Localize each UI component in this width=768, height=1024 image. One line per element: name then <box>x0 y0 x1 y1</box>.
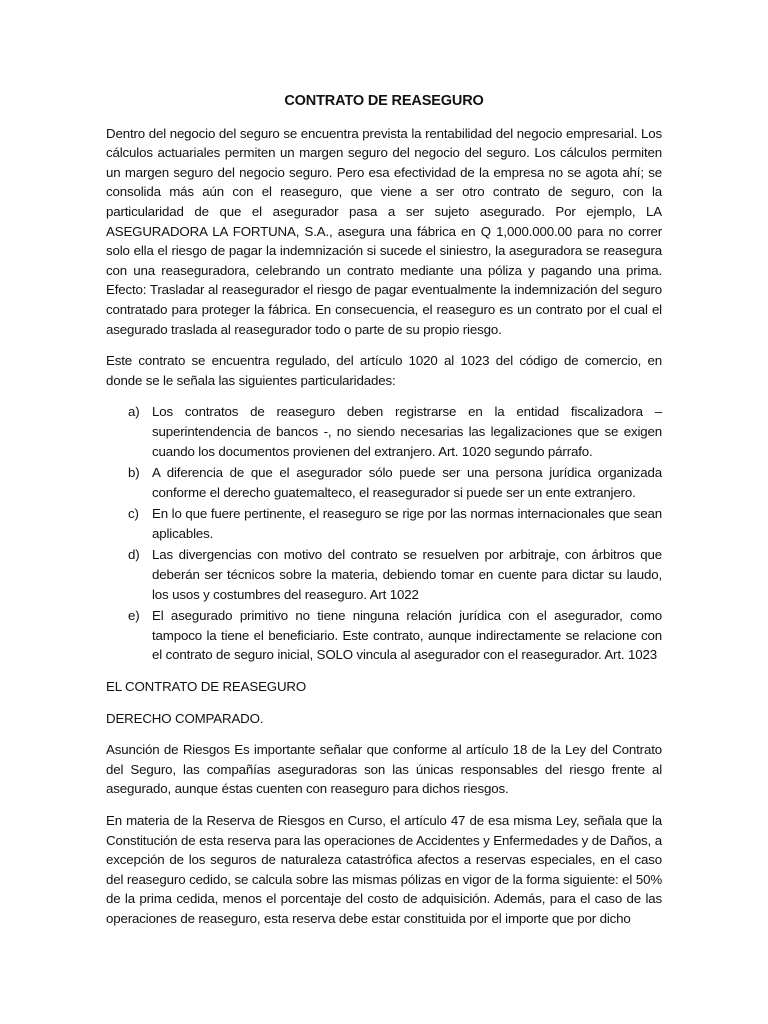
paragraph-regulation: Este contrato se encuentra regulado, del artículo 1020 al 1023 del código de comercio, en donde se le señala las siguientes particularidades: <box>106 353 662 388</box>
document-title: CONTRATO DE REASEGURO <box>284 93 484 109</box>
document-page <box>106 92 662 941</box>
list-marker: d) <box>128 547 140 563</box>
paragraph-risk-reserve: En materia de la Reserva de Riesgos en Curso, el artículo 47 de esa misma Ley, señala que la Constitución de esta reserva para las operaciones de Accidentes y Enfermedades y de Daños, a excepción de los seguros de naturaleza catastrófica afectos a reservas especiales, en el caso del reaseguro cedido, se calcula sobre las mismas pólizas en vigor de la forma siguiente: el 50% de la prima cedida, menos el porcentaje del costo de adquisición. Además, para el caso de las operaciones de reaseguro, esta reserva debe estar constituida por el importe que por dicho <box>106 813 662 926</box>
list-marker: a) <box>128 404 140 420</box>
list-item <box>106 606 662 665</box>
list-marker: b) <box>128 465 140 481</box>
list-item-text: A diferencia de que el asegurador sólo puede ser una persona jurídica organizada conforme el derecho guatemalteco, el reasegurador si puede ser un ente extranjero. <box>152 465 662 500</box>
list-item-text: Los contratos de reaseguro deben registrarse en la entidad fiscalizadora – superintendencia de bancos -, no siendo necesarias las legalizaciones que se exigen cuando los documentos provienen del extranjero. Art. 1020 segundo párrafo. <box>152 404 662 459</box>
list-item-text: En lo que fuere pertinente, el reaseguro se rige por las normas internacionales que sean aplicables. <box>152 506 662 541</box>
paragraph-intro: Dentro del negocio del seguro se encuentra prevista la rentabilidad del negocio empresarial. Los cálculos actuariales permiten un margen seguro del negocio del seguro. Los cálculos permiten un margen seguro del negocio seguro. Pero esa efectividad de la empresa no se agota ahí; se consolida más aún con el reaseguro, que viene a ser otro contrato de seguro, con la particularidad de que el asegurador pasa a ser sujeto asegurado. Por ejemplo, LA ASEGURADORA LA FORTUNA, S.A., asegura una fábrica en Q 1,000.000.00 para no correr solo ella el riesgo de pagar la indemnización si sucede el siniestro, la aseguradora se reasegura con una reaseguradora, celebrando un contrato mediante una póliza y pagando una prima. Efecto: Trasladar al reasegurador el riesgo de pagar eventualmente la indemnización del seguro contratado para proteger la fábrica. En consecuencia, el reaseguro es un contrato por el cual el asegurado traslada al reasegurador todo o parte de su propio riesgo. <box>106 125 662 337</box>
list-item-text: El asegurado primitivo no tiene ninguna relación jurídica con el asegurador, como tampoco la tiene el beneficiario. Este contrato, aunque indirectamente se relacione con el contrato de seguro inicial, SOLO vincula al asegurador con el reasegurador. Art. 1023 <box>152 608 662 663</box>
list-item <box>106 402 662 461</box>
section-heading-contract: EL CONTRATO DE REASEGURO <box>106 679 307 695</box>
section-heading-comparative-law: DERECHO COMPARADO. <box>106 710 264 726</box>
particularities-list <box>106 402 662 665</box>
list-item-text: Las divergencias con motivo del contrato se resuelven por arbitraje, con árbitros que deberán ser técnicos sobre la materia, debiendo tomar en cuente para dictar su laudo, los usos y costumbres del reaseguro. Art 1022 <box>152 547 662 602</box>
list-marker: c) <box>128 506 139 522</box>
paragraph-risk-assumption: Asunción de Riesgos Es importante señalar que conforme al artículo 18 de la Ley del Contrato del Seguro, las compañías aseguradoras son las únicas responsables del riesgo frente al asegurado, aunque éstas cuenten con reaseguro para dichos riesgos. <box>106 742 662 797</box>
list-marker: e) <box>128 608 140 624</box>
list-item <box>106 504 662 543</box>
list-item <box>106 463 662 502</box>
list-item <box>106 545 662 604</box>
